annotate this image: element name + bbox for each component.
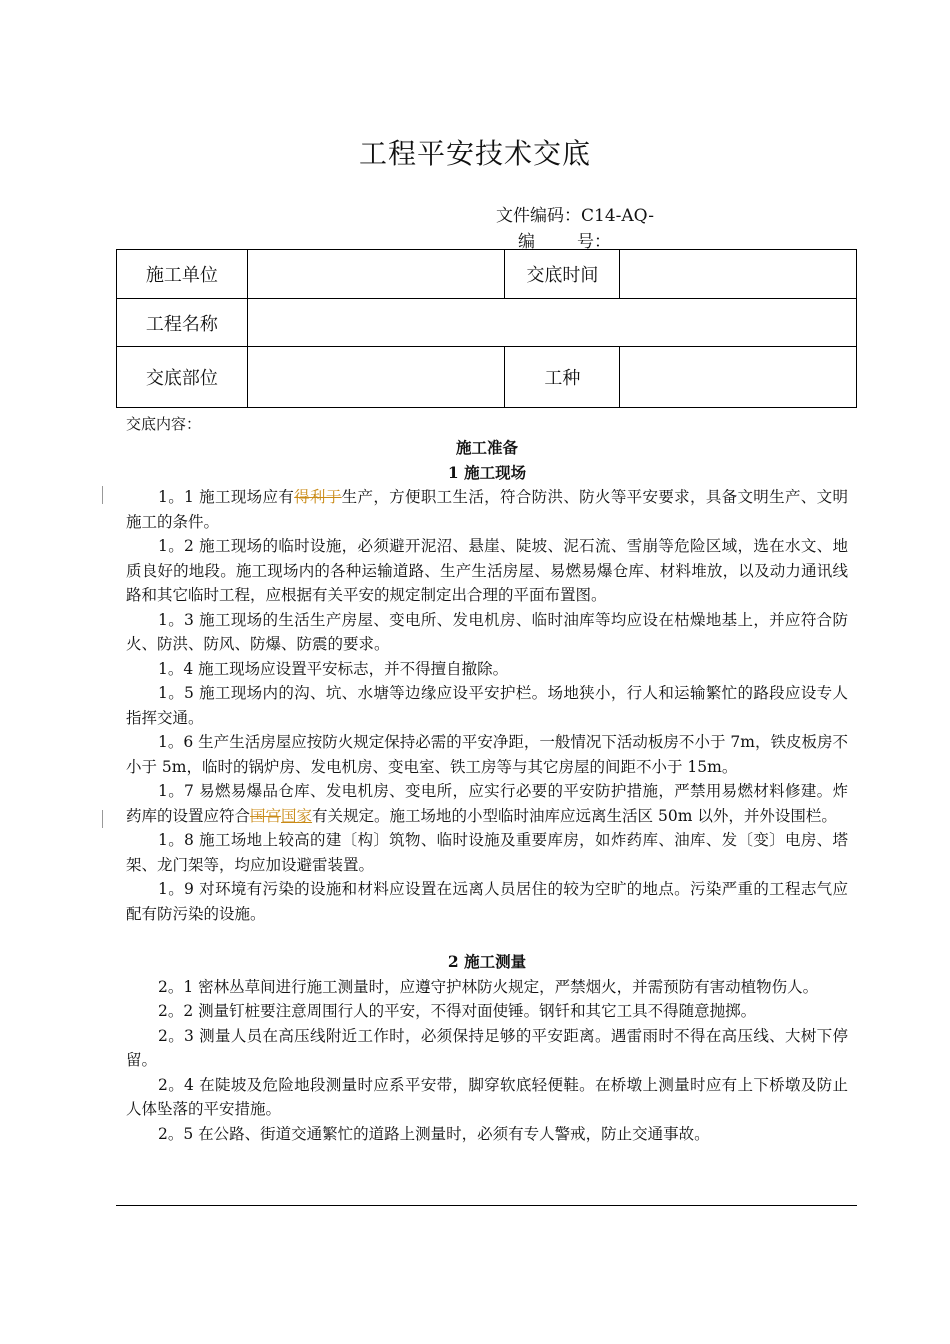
text-run: 1。1 施工现场应有: [158, 488, 295, 506]
paragraph: 1。2 施工现场的临时设施，必须避开泥沼、悬崖、陡坡、泥石流、雪崩等危险区域，选在水文、地质良好的地段。施工现场内的各种运输道路、生产生活房屋、易燃易爆仓库、材料堆放，以及动力通讯线路和其它临时工程，应根据有关平安的规定制定出合理的平面布置图。: [126, 537, 848, 604]
paragraph: 2。4 在陡坡及危险地段测量时应系平安带，脚穿软底轻便鞋。在桥墩上测量时应有上下桥墩及防止人体坠落的平安措施。: [126, 1075, 848, 1118]
briefing-part-label: 交底部位: [117, 347, 248, 408]
paragraph: 2。3 测量人员在高压线附近工作时，必须保持足够的平安距离。遇雷雨时不得在高压线、大树下停留。: [126, 1026, 848, 1069]
paragraph: 1。4 施工现场应设置平安标志，并不得擅自撤除。: [158, 659, 509, 678]
project-name-field[interactable]: [247, 299, 856, 347]
document-number-label-a: 编: [518, 232, 535, 252]
paragraph: 2。1 密林丛草间进行施工测量时，应遵守护林防火规定，严禁烟火，并需预防有害动植物伤人。: [158, 977, 819, 996]
briefing-part-field[interactable]: [247, 347, 505, 408]
bottom-rule: [116, 1205, 857, 1206]
text-run: 生产，方便职工生活，符合防洪、防火等平安要求，具备文明生产、文明施工的条件。: [126, 488, 848, 531]
paragraph: 1。3 施工现场的生活生产房屋、变电所、发电机房、临时油库等均应设在枯燥地基上，并应符合防火、防洪、防风、防爆、防震的要求。: [126, 610, 848, 653]
paragraph: 1。5 施工现场内的沟、坑、水塘等边缘应设平安护栏。场地狭小，行人和运输繁忙的路段应设专人指挥交通。: [126, 684, 848, 727]
section-heading: 2 施工测量: [447, 952, 527, 971]
document-body: [126, 436, 848, 1146]
section-heading: 1 施工现场: [447, 462, 527, 482]
revision-mark: [102, 810, 103, 828]
briefing-time-field[interactable]: [620, 250, 857, 299]
revision-mark: [102, 486, 103, 504]
main-heading: 施工准备: [455, 438, 518, 457]
paragraph: 1。8 施工场地上较高的建〔构〕筑物、临时设施及重要库房，如炸药库、油库、发〔变〕电房、塔架、龙门架等，均应加设避雷装置。: [126, 831, 848, 874]
paragraph: [126, 779, 848, 828]
document-code: 文件编码：C14-AQ-: [496, 206, 654, 226]
paragraph: [126, 485, 848, 534]
project-name-label: 工程名称: [117, 299, 248, 347]
deleted-text: 得利于: [294, 488, 342, 506]
construction-unit-field[interactable]: [247, 250, 505, 299]
paragraph: 1。9 对环境有污染的设施和材料应设置在远离人员居住的较为空旷的地点。污染严重的工程志气应配有防污染的设施。: [126, 880, 848, 923]
text-run: 1。7 易燃易爆品仓库、发电机房、变电所，应实行必要的平安防护措施，严禁用易燃材料修建。炸药库的设置应符合: [126, 782, 848, 825]
content-label: 交底内容：: [126, 415, 202, 433]
trade-field[interactable]: [620, 347, 857, 408]
trade-label: 工种: [505, 347, 620, 408]
info-table: [116, 249, 857, 408]
paragraph: 1。6 生产生活房屋应按防火规定保持必需的平安净距，一般情况下活动板房不小于 7m，铁皮板房不小于 5m，临时的锅炉房、发电机房、变电室、铁工房等与其它房屋的间距不小于 15m。: [126, 733, 848, 776]
deleted-text: 国宫: [250, 806, 282, 825]
inserted-text: 国家: [281, 806, 313, 825]
text-run: 有关规定。施工场地的小型临时油库应远离生活区 50m 以外，并外设围栏。: [312, 806, 837, 825]
construction-unit-label: 施工单位: [117, 250, 248, 299]
briefing-time-label: 交底时间: [505, 250, 620, 299]
paragraph: 2。5 在公路、街道交通繁忙的道路上测量时，必须有专人警戒，防止交通事故。: [158, 1124, 710, 1143]
paragraph: 2。2 测量钉桩要注意周围行人的平安，不得对面使锤。钢钎和其它工具不得随意抛掷。: [158, 1002, 757, 1020]
page-title: 工程平安技术交底: [358, 137, 591, 170]
document-number-label-b: 号：: [577, 232, 611, 252]
